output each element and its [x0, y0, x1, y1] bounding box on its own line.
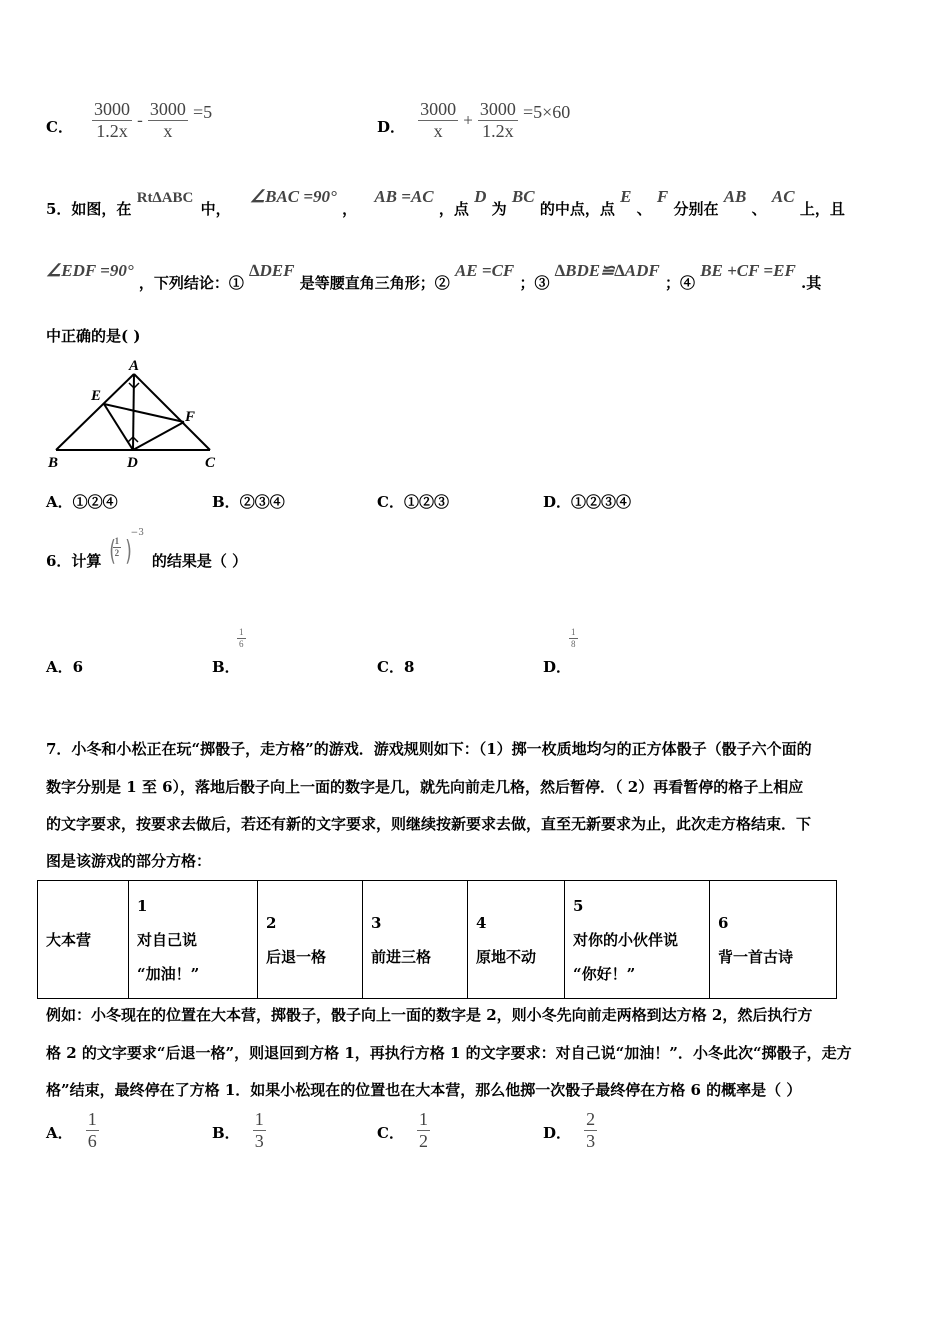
label-f: F [185, 409, 196, 425]
q7-stem-line-1: 7．小冬和小松正在玩“掷骰子，走方格”的游戏．游戏规则如下：（1）掷一枚质地均匀的正方体骰子（骰子六个面的 [46, 740, 812, 758]
q7-example-line-3: 格”结束，最终停在了方格 1．如果小松现在的位置也在大本营，那么他掷一次骰子最终停在方格 6 的概率是（ ） [46, 1081, 802, 1099]
q6-power-expression: ( $\frac{1}{2}$ ) −3 [108, 528, 144, 567]
q5-line-2: ∠EDF =90° ，下列结论：① ∆DEF 是等腰直角三角形；② AE =CF ；③ ∆BDE≌∆ADF ；④ BE +CF =EF .其 [46, 261, 822, 292]
game-grid-table [37, 880, 837, 999]
label-b: B [48, 455, 59, 471]
grid-cell-2: 2 后退一格 [258, 881, 363, 999]
label-a: A [129, 358, 140, 374]
q5-option-a[interactable]: A．①②④ [46, 493, 118, 511]
q5-line-3: 中正确的是( ) [46, 327, 141, 345]
q7-option-b[interactable]: B． $\frac{1}{3}$ [212, 1109, 264, 1151]
q7-example-line-2: 格 2 的文字要求“后退一格”，则退回到方格 1，再执行方格 1 的文字要求：对自己说“加油！”．小冬此次“掷骰子，走方 [46, 1044, 852, 1062]
q7-option-d[interactable]: D． $\frac{2}{3}$ [543, 1109, 596, 1151]
q7-option-a[interactable]: A． $\frac{1}{6}$ [46, 1109, 97, 1151]
q4-c-fraction-1: $\frac{3000}{1.2x}$ [94, 99, 131, 141]
triangle-figure [44, 356, 224, 474]
label-e: E [91, 388, 102, 404]
q6-option-b-fraction: $\frac{1}{6}$ [239, 627, 244, 649]
q6-option-b[interactable]: B． [212, 658, 240, 676]
q7-example-line-1: 例如：小冬现在的位置在大本营，掷骰子，骰子向上一面的数字是 2，则小冬先向前走两格到达方格 2，然后执行方 [46, 1006, 813, 1024]
q6-option-a[interactable]: A．6 [46, 658, 84, 676]
label-d: D [127, 455, 138, 471]
grid-cell-3: 3 前进三格 [363, 881, 468, 999]
q4-option-d[interactable]: D． $\frac{3000}{x}$ + $\frac{3000}{1.2x}$ =5×60 [377, 99, 571, 141]
q4-c-fraction-2: $\frac{3000}{x}$ [149, 99, 186, 141]
q6-option-d-fraction: $\frac{1}{8}$ [571, 627, 576, 649]
q6-option-c[interactable]: C．8 [377, 658, 415, 676]
label-c: C [205, 455, 216, 471]
q4-c-label: C． [46, 117, 73, 136]
q4-d-fraction-1: $\frac{3000}{x}$ [420, 99, 457, 141]
q4-d-fraction-2: $\frac{3000}{1.2x}$ [479, 99, 516, 141]
q5-option-b[interactable]: B．②③④ [212, 493, 285, 511]
q7-option-c[interactable]: C． $\frac{1}{2}$ [377, 1109, 429, 1151]
q6-option-d[interactable]: D． [543, 658, 572, 676]
q7-stem-line-4: 图是该游戏的部分方格： [46, 852, 212, 870]
q6-stem: 6．计算 ( $\frac{1}{2}$ ) −3 的结果是（ ） [46, 528, 248, 570]
grid-cell-5: 5 对你的小伙伴说 “你好！” [565, 881, 710, 999]
grid-cell-4: 4 原地不动 [468, 881, 565, 999]
q7-stem-line-3: 的文字要求，按要求去做后，若还有新的文字要求，则继续按新要求去做，直至无新要求为止，此次走方格结束．下 [46, 815, 812, 833]
grid-cell-base: 大本营 [38, 881, 129, 999]
grid-cell-1: 1 对自己说 “加油！” [129, 881, 258, 999]
q7-stem-line-2: 数字分别是 1 至 6），落地后骰子向上一面的数字是几，就先向前走几格，然后暂停．（ 2）再看暂停的格子上相应 [46, 778, 804, 796]
q4-option-c[interactable]: C． $\frac{3000}{1.2x}$ - $\frac{3000}{x}$ =5 [46, 99, 213, 141]
q5-option-c[interactable]: C．①②③ [377, 493, 449, 511]
q4-d-label: D． [377, 117, 406, 136]
grid-cell-6: 6 背一首古诗 [710, 881, 837, 999]
q5-line-1: 5．如图，在 Rt∆ABC 中， ∠BAC =90° ， AB =AC ，点 D 为 BC 的中点，点 E 、 F 分别在 AB 、 AC 上，且 [46, 187, 845, 218]
q5-option-d[interactable]: D．①②③④ [543, 493, 632, 511]
